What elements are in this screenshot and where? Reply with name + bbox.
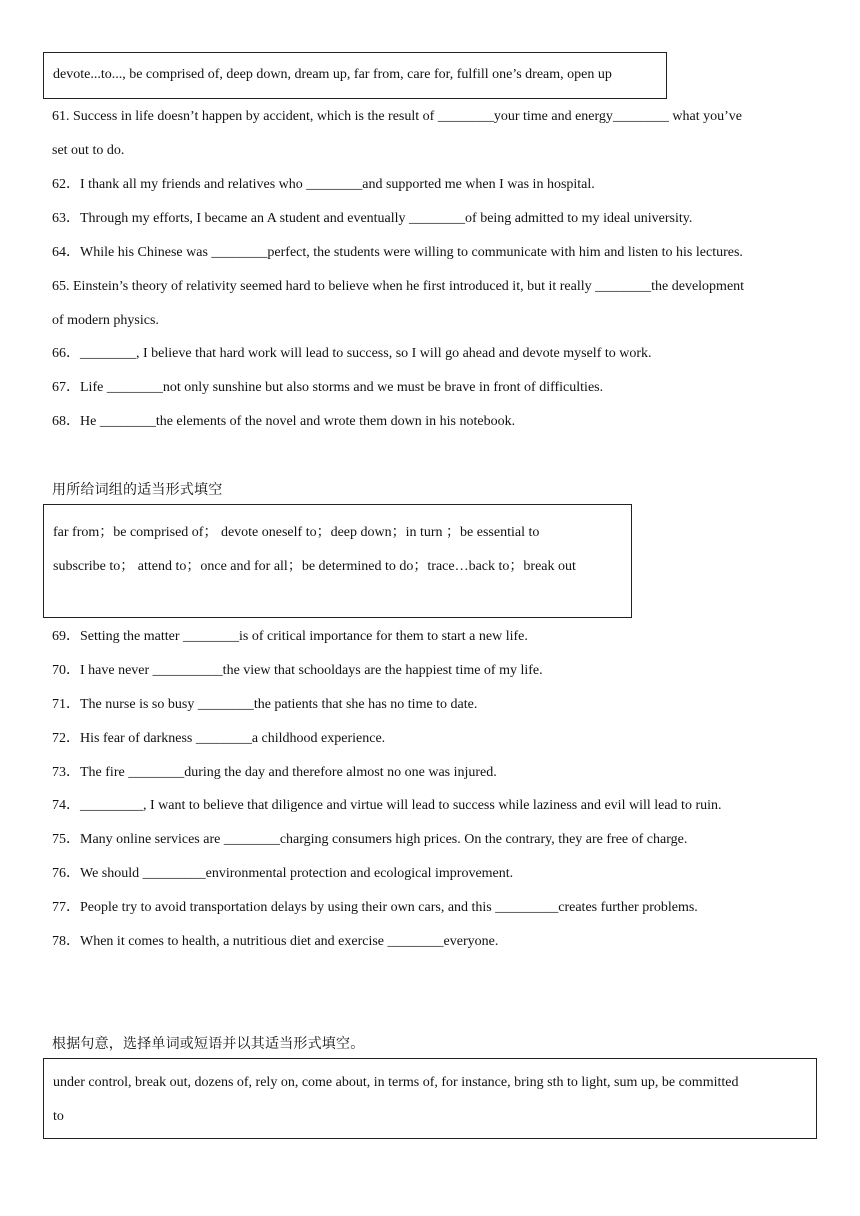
question-65: 65. Einstein’s theory of relativity seemed hard to believe when he first introduced it, but it really ________the development xyxy=(52,279,745,294)
question-65-cont: of modern physics. xyxy=(52,313,159,328)
word-bank-box-1 xyxy=(43,52,667,99)
question-75: 75．Many online services are ________charging consumers high prices. On the contrary, they are free of charge. xyxy=(52,832,688,847)
question-71: 71．The nurse is so busy ________the patients that she has no time to date. xyxy=(52,697,478,712)
question-61-cont: set out to do. xyxy=(52,143,125,158)
question-73: 73．The fire ________during the day and therefore almost no one was injured. xyxy=(52,765,497,780)
question-66: 66．________, I believe that hard work will lead to success, so I will go ahead and devote myself to work. xyxy=(52,346,652,361)
question-77: 77．People try to avoid transportation delays by using their own cars, and this _________creates further problems. xyxy=(52,900,698,915)
word-bank-3-line-2: to xyxy=(53,1109,64,1124)
word-bank-3-line-1: under control, break out, dozens of, rely on, come about, in terms of, for instance, bring sth to light, sum up, be committed xyxy=(53,1075,739,1090)
question-76: 76．We should _________environmental protection and ecological improvement. xyxy=(52,866,514,881)
question-68: 68．He ________the elements of the novel and wrote them down in his notebook. xyxy=(52,414,516,429)
question-72: 72．His fear of darkness ________a childhood experience. xyxy=(52,731,386,746)
question-64: 64．While his Chinese was ________perfect, the students were willing to communicate with him and listen to his lectures. xyxy=(52,245,743,260)
word-bank-2-line-1: far from；be comprised of； devote oneself to；deep down；in turn ；be essential to xyxy=(53,525,540,540)
section-2-heading: 用所给词组的适当形式填空 xyxy=(52,482,223,498)
question-63: 63．Through my efforts, I became an A student and eventually ________of being admitted to my ideal university. xyxy=(52,211,693,226)
question-78: 78．When it comes to health, a nutritious diet and exercise ________everyone. xyxy=(52,934,499,949)
word-bank-box-2 xyxy=(43,504,632,618)
section-3-heading: 根据句意，选择单词或短语并以其适当形式填空。 xyxy=(52,1036,365,1052)
question-74: 74．_________, I want to believe that diligence and virtue will lead to success while laziness and evil will lead to ruin. xyxy=(52,798,722,813)
word-bank-1-text: devote...to..., be comprised of, deep down, dream up, far from, care for, fulfill one’s dream, open up xyxy=(53,67,612,82)
word-bank-2-line-2: subscribe to； attend to；once and for all；be determined to do；trace…back to；break out xyxy=(53,559,576,574)
question-62: 62．I thank all my friends and relatives who ________and supported me when I was in hospital. xyxy=(52,177,595,192)
question-67: 67．Life ________not only sunshine but also storms and we must be brave in front of difficulties. xyxy=(52,380,604,395)
question-61: 61. Success in life doesn’t happen by accident, which is the result of ________your time and energy________ what you’ve xyxy=(52,109,742,124)
question-69: 69．Setting the matter ________is of critical importance for them to start a new life. xyxy=(52,629,528,644)
word-bank-box-3 xyxy=(43,1058,817,1139)
question-70: 70．I have never __________the view that schooldays are the happiest time of my life. xyxy=(52,663,543,678)
